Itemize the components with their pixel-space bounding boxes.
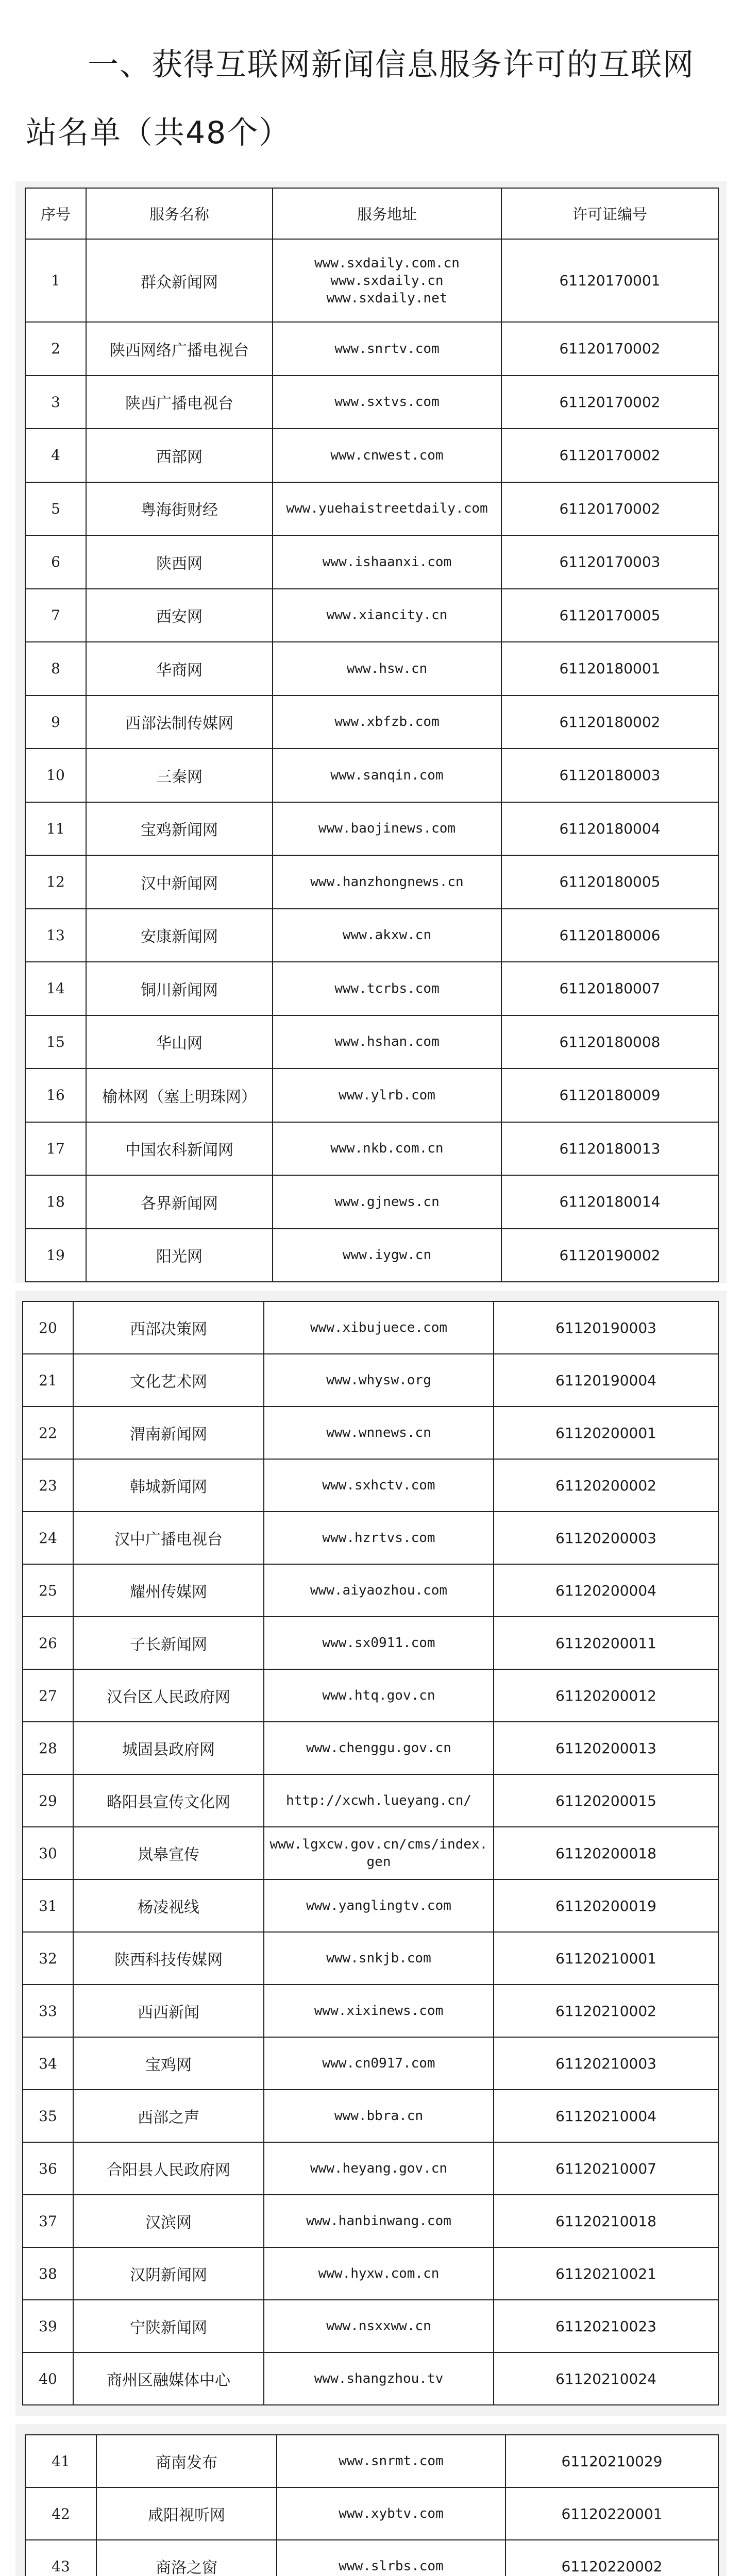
- service-name-cell: 华山网: [86, 1015, 273, 1069]
- row-number-cell: 28: [23, 1722, 73, 1774]
- row-number-cell: 35: [23, 2090, 73, 2142]
- row-number-cell: 26: [23, 1617, 73, 1669]
- row-number-cell: 33: [23, 1985, 73, 2037]
- service-name-cell: 陕西广播电视台: [86, 376, 273, 429]
- table-row: [23, 1722, 718, 1774]
- row-number-cell: 14: [25, 962, 86, 1015]
- row-number-cell: 19: [25, 1229, 86, 1282]
- service-address-cell: www.sanqin.com: [273, 749, 501, 802]
- service-address-cell: www.hshan.com: [273, 1015, 501, 1069]
- service-address-cell: http://xcwh.lueyang.cn/: [264, 1774, 494, 1827]
- table-row: [23, 1354, 718, 1406]
- table-block-3: [15, 2424, 727, 2576]
- service-name-cell: 汉阴新闻网: [73, 2247, 264, 2300]
- page-title: 一、获得互联网新闻信息服务许可的互联网站名单（共48个）: [26, 47, 695, 151]
- service-name-cell: 各界新闻网: [86, 1175, 273, 1229]
- table-row: [25, 962, 718, 1015]
- table-header-row: [25, 188, 718, 239]
- service-name-cell: 合阳县人民政府网: [73, 2142, 264, 2195]
- service-name-cell: 阳光网: [86, 1229, 273, 1282]
- service-address-cell: www.wnnews.cn: [264, 1406, 494, 1459]
- license-number-cell: 61120180009: [501, 1069, 718, 1122]
- row-number-cell: 42: [25, 2487, 96, 2540]
- service-name-cell: 西部决策网: [73, 1301, 264, 1354]
- row-number-cell: 16: [25, 1069, 86, 1122]
- service-address-cell: www.chenggu.gov.cn: [264, 1722, 494, 1774]
- service-address-cell: www.slrbs.com: [277, 2540, 505, 2576]
- license-number-cell: 61120220001: [505, 2487, 718, 2540]
- service-address-cell: www.ylrb.com: [273, 1069, 501, 1122]
- table-row: [25, 376, 718, 429]
- table-block-1: [15, 181, 727, 1283]
- table-row: [25, 429, 718, 482]
- table-row: [25, 642, 718, 696]
- service-address-cell: www.xixinews.com: [264, 1985, 494, 2037]
- table-row: [23, 2195, 718, 2247]
- license-number-cell: 61120210003: [494, 2037, 718, 2090]
- license-number-cell: 61120170003: [501, 535, 718, 589]
- table-row: [23, 1512, 718, 1564]
- header-license-number: 许可证编号: [501, 188, 718, 239]
- license-number-cell: 61120190003: [494, 1301, 718, 1354]
- table-row: [23, 1932, 718, 1985]
- service-address-cell: www.hanbinwang.com: [264, 2195, 494, 2247]
- table-row: [25, 802, 718, 856]
- service-address-cell: www.baojinews.com: [273, 802, 501, 856]
- row-number-cell: 37: [23, 2195, 73, 2247]
- license-number-cell: 61120200012: [494, 1669, 718, 1722]
- service-name-cell: 安康新闻网: [86, 909, 273, 962]
- license-number-cell: 61120200001: [494, 1406, 718, 1459]
- license-number-cell: 61120190004: [494, 1354, 718, 1406]
- service-name-cell: 西部法制传媒网: [86, 696, 273, 749]
- table-row: [25, 2540, 718, 2576]
- service-name-cell: 铜川新闻网: [86, 962, 273, 1015]
- service-address-cell: www.nkb.com.cn: [273, 1122, 501, 1176]
- service-address-cell: www.sxhctv.com: [264, 1459, 494, 1512]
- service-name-cell: 商南发布: [96, 2435, 277, 2487]
- service-name-cell: 咸阳视听网: [96, 2487, 277, 2540]
- service-address-cell: www.cnwest.com: [273, 429, 501, 482]
- service-name-cell: 渭南新闻网: [73, 1406, 264, 1459]
- service-name-cell: 略阳县宣传文化网: [73, 1774, 264, 1827]
- table-row: [23, 1406, 718, 1459]
- license-number-cell: 61120190002: [501, 1229, 718, 1282]
- service-name-cell: 群众新闻网: [86, 239, 273, 322]
- service-name-cell: 商州区融媒体中心: [73, 2352, 264, 2405]
- license-number-cell: 61120200011: [494, 1617, 718, 1669]
- service-address-cell: www.xbfzb.com: [273, 696, 501, 749]
- table-row: [25, 1175, 718, 1229]
- license-number-cell: 61120210002: [494, 1985, 718, 2037]
- service-name-cell: 陕西网络广播电视台: [86, 322, 273, 376]
- service-address-cell: www.snrtv.com: [273, 322, 501, 376]
- license-number-cell: 61120210029: [505, 2435, 718, 2487]
- service-name-cell: 汉中广播电视台: [73, 1512, 264, 1564]
- service-name-cell: 中国农科新闻网: [86, 1122, 273, 1176]
- service-address-cell: www.whysw.org: [264, 1354, 494, 1406]
- license-number-cell: 61120180007: [501, 962, 718, 1015]
- license-table-part-3: [25, 2434, 719, 2576]
- row-number-cell: 36: [23, 2142, 73, 2195]
- row-number-cell: 7: [25, 589, 86, 642]
- table-row: [25, 909, 718, 962]
- service-address-cell: www.sx0911.com: [264, 1617, 494, 1669]
- license-number-cell: 61120170001: [501, 239, 718, 322]
- table-row: [25, 1069, 718, 1122]
- row-number-cell: 23: [23, 1459, 73, 1512]
- header-service-name: 服务名称: [86, 188, 273, 239]
- service-address-cell: www.iygw.cn: [273, 1229, 501, 1282]
- service-name-cell: 西西新闻: [73, 1985, 264, 2037]
- license-number-cell: 61120210001: [494, 1932, 718, 1985]
- license-number-cell: 61120170005: [501, 589, 718, 642]
- license-number-cell: 61120210024: [494, 2352, 718, 2405]
- table-row: [23, 1459, 718, 1512]
- row-number-cell: 18: [25, 1175, 86, 1229]
- row-number-cell: 1: [25, 239, 86, 322]
- license-number-cell: 61120180002: [501, 696, 718, 749]
- license-number-cell: 61120200013: [494, 1722, 718, 1774]
- table-block-2: [15, 1291, 727, 2416]
- license-number-cell: 61120180014: [501, 1175, 718, 1229]
- table-row: [25, 696, 718, 749]
- table-row: [25, 239, 718, 322]
- row-number-cell: 31: [23, 1879, 73, 1932]
- service-name-cell: 三秦网: [86, 749, 273, 802]
- license-table-part-1: [25, 188, 719, 1282]
- row-number-cell: 3: [25, 376, 86, 429]
- service-address-cell: www.xiancity.cn: [273, 589, 501, 642]
- table-row: [25, 482, 718, 536]
- service-name-cell: 汉台区人民政府网: [73, 1669, 264, 1722]
- license-number-cell: 61120180001: [501, 642, 718, 696]
- service-address-cell: www.hyxw.com.cn: [264, 2247, 494, 2300]
- service-name-cell: 韩城新闻网: [73, 1459, 264, 1512]
- row-number-cell: 8: [25, 642, 86, 696]
- table-row: [25, 855, 718, 909]
- service-name-cell: 文化艺术网: [73, 1354, 264, 1406]
- row-number-cell: 9: [25, 696, 86, 749]
- table-row: [25, 1122, 718, 1176]
- service-name-cell: 粤海街财经: [86, 482, 273, 536]
- row-number-cell: 32: [23, 1932, 73, 1985]
- row-number-cell: 27: [23, 1669, 73, 1722]
- service-name-cell: 陕西科技传媒网: [73, 1932, 264, 1985]
- license-number-cell: 61120170002: [501, 429, 718, 482]
- license-number-cell: 61120200002: [494, 1459, 718, 1512]
- service-name-cell: 岚皋宣传: [73, 1827, 264, 1879]
- table-row: [23, 2247, 718, 2300]
- row-number-cell: 40: [23, 2352, 73, 2405]
- service-name-cell: 华商网: [86, 642, 273, 696]
- service-name-cell: 榆林网（塞上明珠网）: [86, 1069, 273, 1122]
- row-number-cell: 17: [25, 1122, 86, 1176]
- row-number-cell: 39: [23, 2300, 73, 2352]
- row-number-cell: 22: [23, 1406, 73, 1459]
- table-row: [23, 1985, 718, 2037]
- license-number-cell: 61120210018: [494, 2195, 718, 2247]
- license-number-cell: 61120170002: [501, 482, 718, 536]
- table-row: [25, 2487, 718, 2540]
- row-number-cell: 2: [25, 322, 86, 376]
- license-number-cell: 61120180004: [501, 802, 718, 856]
- table-row: [23, 1617, 718, 1669]
- service-address-cell: www.snkjb.com: [264, 1932, 494, 1985]
- service-address-cell: www.nsxxww.cn: [264, 2300, 494, 2352]
- service-name-cell: 宝鸡网: [73, 2037, 264, 2090]
- service-name-cell: 陕西网: [86, 535, 273, 589]
- service-address-cell: www.ishaanxi.com: [273, 535, 501, 589]
- row-number-cell: 6: [25, 535, 86, 589]
- row-number-cell: 29: [23, 1774, 73, 1827]
- license-number-cell: 61120180003: [501, 749, 718, 802]
- license-number-cell: 61120180006: [501, 909, 718, 962]
- table-row: [23, 1879, 718, 1932]
- row-number-cell: 30: [23, 1827, 73, 1879]
- license-number-cell: 61120170002: [501, 376, 718, 429]
- table-row: [23, 2090, 718, 2142]
- service-address-cell: www.hanzhongnews.cn: [273, 855, 501, 909]
- license-number-cell: 61120210007: [494, 2142, 718, 2195]
- service-address-cell: www.xibujuece.com: [264, 1301, 494, 1354]
- service-address-cell: www.sxdaily.com.cn www.sxdaily.cn www.sxdaily.net: [273, 239, 501, 322]
- table-row: [23, 2142, 718, 2195]
- service-address-cell: www.yanglingtv.com: [264, 1879, 494, 1932]
- service-address-cell: www.hsw.cn: [273, 642, 501, 696]
- table-row: [23, 1774, 718, 1827]
- table-row: [25, 535, 718, 589]
- row-number-cell: 21: [23, 1354, 73, 1406]
- service-address-cell: www.aiyaozhou.com: [264, 1564, 494, 1617]
- table-row: [25, 1229, 718, 1282]
- table-row: [25, 2435, 718, 2487]
- table-row: [23, 2037, 718, 2090]
- table-row: [25, 749, 718, 802]
- service-address-cell: www.shangzhou.tv: [264, 2352, 494, 2405]
- row-number-cell: 43: [25, 2540, 96, 2576]
- table-row: [23, 2300, 718, 2352]
- row-number-cell: 38: [23, 2247, 73, 2300]
- license-number-cell: 61120210021: [494, 2247, 718, 2300]
- header-row-number: 序号: [25, 188, 86, 239]
- row-number-cell: 15: [25, 1015, 86, 1069]
- header-service-address: 服务地址: [273, 188, 501, 239]
- row-number-cell: 41: [25, 2435, 96, 2487]
- row-number-cell: 13: [25, 909, 86, 962]
- license-number-cell: 61120200019: [494, 1879, 718, 1932]
- service-name-cell: 宝鸡新闻网: [86, 802, 273, 856]
- license-number-cell: 61120220002: [505, 2540, 718, 2576]
- service-address-cell: www.hzrtvs.com: [264, 1512, 494, 1564]
- row-number-cell: 12: [25, 855, 86, 909]
- table-row: [25, 322, 718, 376]
- license-number-cell: 61120180013: [501, 1122, 718, 1176]
- service-name-cell: 杨凌视线: [73, 1879, 264, 1932]
- service-name-cell: 西安网: [86, 589, 273, 642]
- service-name-cell: 西部网: [86, 429, 273, 482]
- service-address-cell: www.yuehaistreetdaily.com: [273, 482, 501, 536]
- table-row: [25, 1015, 718, 1069]
- row-number-cell: 34: [23, 2037, 73, 2090]
- row-number-cell: 5: [25, 482, 86, 536]
- table-row: [23, 1827, 718, 1879]
- license-number-cell: 61120200018: [494, 1827, 718, 1879]
- license-table-part-2: [22, 1301, 719, 2405]
- service-name-cell: 汉滨网: [73, 2195, 264, 2247]
- license-number-cell: 61120200015: [494, 1774, 718, 1827]
- table-row: [25, 589, 718, 642]
- license-number-cell: 61120180008: [501, 1015, 718, 1069]
- service-address-cell: www.gjnews.cn: [273, 1175, 501, 1229]
- row-number-cell: 4: [25, 429, 86, 482]
- license-number-cell: 61120210023: [494, 2300, 718, 2352]
- table-row: [23, 2352, 718, 2405]
- license-number-cell: 61120210004: [494, 2090, 718, 2142]
- service-name-cell: 商洛之窗: [96, 2540, 277, 2576]
- table-row: [23, 1301, 718, 1354]
- service-address-cell: www.snrmt.com: [277, 2435, 505, 2487]
- license-number-cell: 61120180005: [501, 855, 718, 909]
- row-number-cell: 10: [25, 749, 86, 802]
- service-name-cell: 城固县政府网: [73, 1722, 264, 1774]
- service-address-cell: www.sxtvs.com: [273, 376, 501, 429]
- table-row: [23, 1669, 718, 1722]
- service-name-cell: 汉中新闻网: [86, 855, 273, 909]
- service-address-cell: www.htq.gov.cn: [264, 1669, 494, 1722]
- service-address-cell: www.heyang.gov.cn: [264, 2142, 494, 2195]
- service-name-cell: 耀州传媒网: [73, 1564, 264, 1617]
- service-name-cell: 宁陕新闻网: [73, 2300, 264, 2352]
- service-address-cell: www.tcrbs.com: [273, 962, 501, 1015]
- service-name-cell: 子长新闻网: [73, 1617, 264, 1669]
- row-number-cell: 20: [23, 1301, 73, 1354]
- license-number-cell: 61120200004: [494, 1564, 718, 1617]
- service-address-cell: www.xybtv.com: [277, 2487, 505, 2540]
- license-number-cell: 61120200003: [494, 1512, 718, 1564]
- row-number-cell: 11: [25, 802, 86, 856]
- license-number-cell: 61120170002: [501, 322, 718, 376]
- service-address-cell: www.akxw.cn: [273, 909, 501, 962]
- table-row: [23, 1564, 718, 1617]
- service-address-cell: www.bbra.cn: [264, 2090, 494, 2142]
- row-number-cell: 25: [23, 1564, 73, 1617]
- service-address-cell: www.cn0917.com: [264, 2037, 494, 2090]
- service-name-cell: 西部之声: [73, 2090, 264, 2142]
- row-number-cell: 24: [23, 1512, 73, 1564]
- service-address-cell: www.lgxcw.gov.cn/cms/index.gen: [264, 1827, 494, 1879]
